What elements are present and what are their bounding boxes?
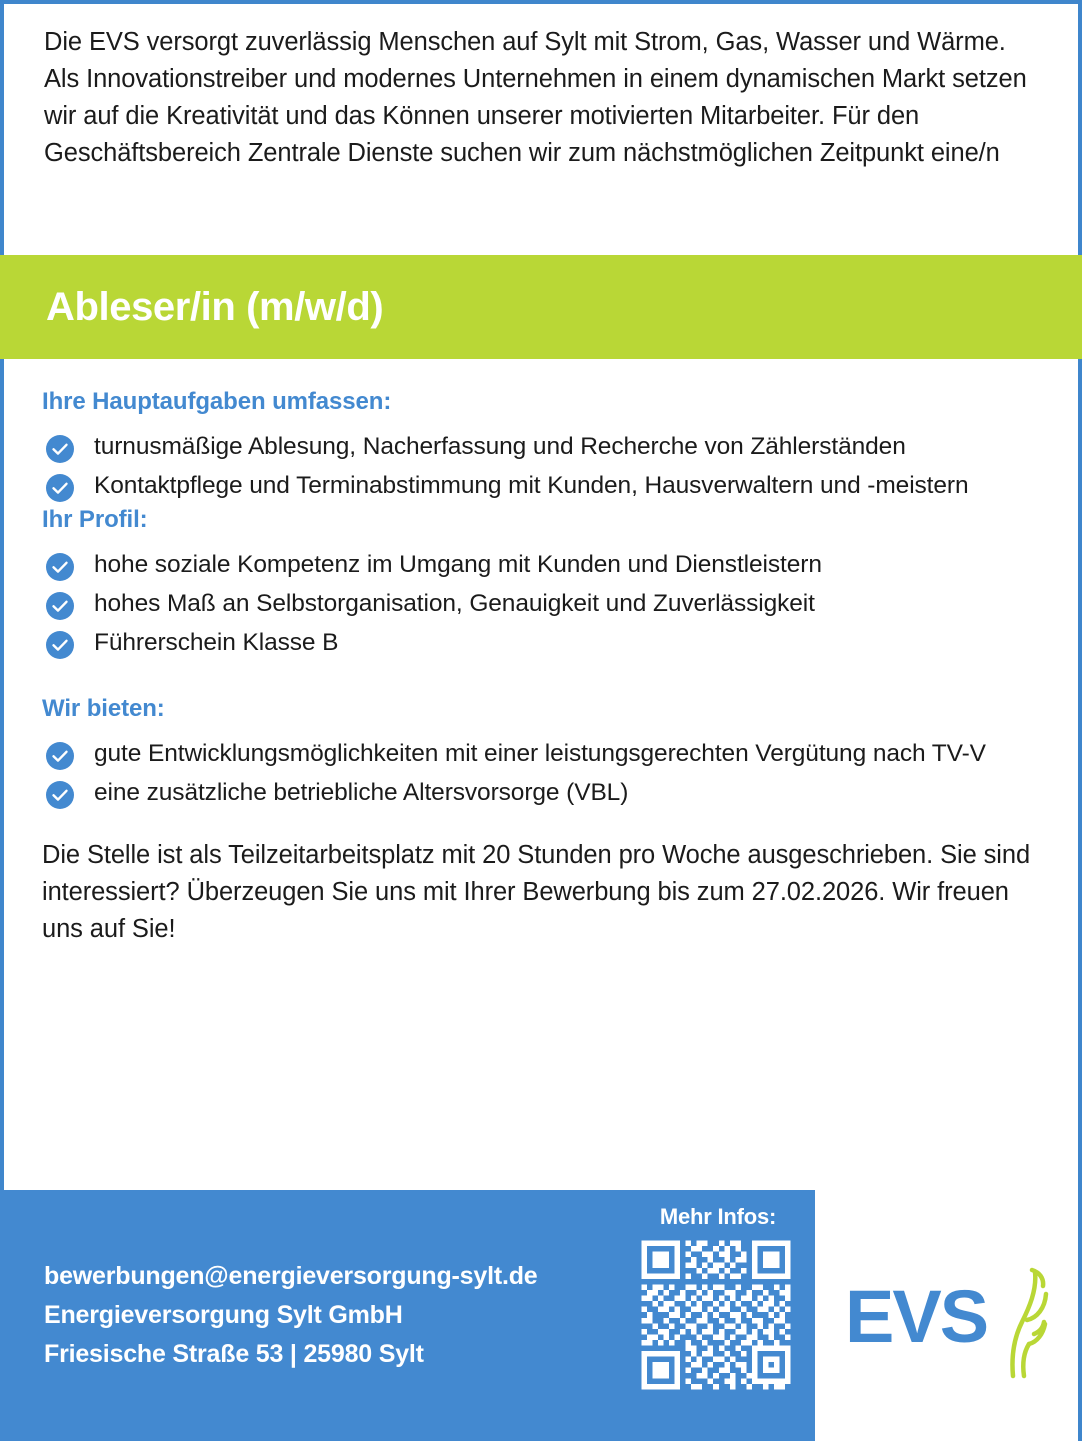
qr-area [636, 1204, 800, 1395]
check-circle-icon [45, 741, 75, 771]
contact-company: Energieversorgung Sylt GmbH [44, 1301, 403, 1329]
page-border-top [0, 0, 1082, 4]
tasks-list [42, 428, 1042, 504]
check-circle-icon [45, 630, 75, 660]
evs-leaf-icon [991, 1264, 1053, 1384]
list-item [42, 624, 1042, 661]
list-item [42, 585, 1042, 622]
check-circle-icon [45, 434, 75, 464]
job-details-content [42, 388, 1042, 948]
contact-footer [0, 1190, 815, 1441]
intro-paragraph: Die EVS versorgt zuverlässig Menschen auf Sylt mit Strom, Gas, Wasser und Wärme. Als Innovationstreiber und modernes Unternehmen in einem dynamischen Markt setzen wir auf die Kreativität und das Können unserer motivierten Mitarbeiter. Für den Geschäftsbereich Zentrale Dienste suchen wir zum nächstmöglichen Zeitpunkt eine/n [44, 28, 1027, 167]
profile-list [42, 546, 1042, 661]
list-item-text: gute Entwicklungsmöglichkeiten mit einer leistungsgerechten Vergütung nach TV-V [94, 740, 986, 767]
list-item-text: turnusmäßige Ablesung, Nacherfassung und Recherche von Zählerständen [94, 433, 906, 460]
outro-paragraph: Die Stelle ist als Teilzeitarbeitsplatz mit 20 Stunden pro Woche ausgeschrieben. Sie sind interessiert? Überzeugen Sie uns mit Ihrer Bewerbung bis zum 27.02.2026. Wir freuen uns auf Sie! [42, 841, 1031, 943]
evs-logo [845, 1272, 1045, 1382]
contact-address: Friesische Straße 53 | 25980 Sylt [44, 1340, 424, 1368]
contact-block [44, 1257, 537, 1374]
evs-wordmark: EVS [845, 1275, 988, 1358]
qr-label: Mehr Infos: [659, 1204, 777, 1229]
job-title-banner [0, 255, 1082, 359]
offer-list [42, 735, 1042, 811]
list-item-text: eine zusätzliche betriebliche Altersvorsorge (VBL) [94, 779, 629, 806]
page-border-right [1078, 0, 1082, 1441]
list-item-text: hohe soziale Kompetenz im Umgang mit Kunden und Dienstleistern [94, 551, 822, 578]
list-item-text: Führerschein Klasse B [94, 629, 339, 656]
check-circle-icon [45, 473, 75, 503]
section-heading-profile: Ihr Profil: [42, 506, 148, 533]
list-item-text: Kontaktpflege und Terminabstimmung mit Kunden, Hausverwaltern und -meistern [94, 472, 969, 499]
section-heading-tasks: Ihre Hauptaufgaben umfassen: [42, 388, 392, 415]
list-item-text: hohes Maß an Selbstorganisation, Genauigkeit und Zuverlässigkeit [94, 590, 815, 617]
qr-code[interactable] [636, 1235, 796, 1395]
list-item [42, 546, 1042, 583]
list-item [42, 774, 1042, 811]
list-item [42, 428, 1042, 465]
job-title: Ableser/in (m/w/d) [46, 284, 384, 329]
section-heading-offer: Wir bieten: [42, 695, 165, 722]
check-circle-icon [45, 780, 75, 810]
list-item [42, 467, 1042, 504]
check-circle-icon [45, 552, 75, 582]
contact-email[interactable]: bewerbungen@energieversorgung-sylt.de [44, 1262, 538, 1290]
check-circle-icon [45, 591, 75, 621]
list-item [42, 735, 1042, 772]
